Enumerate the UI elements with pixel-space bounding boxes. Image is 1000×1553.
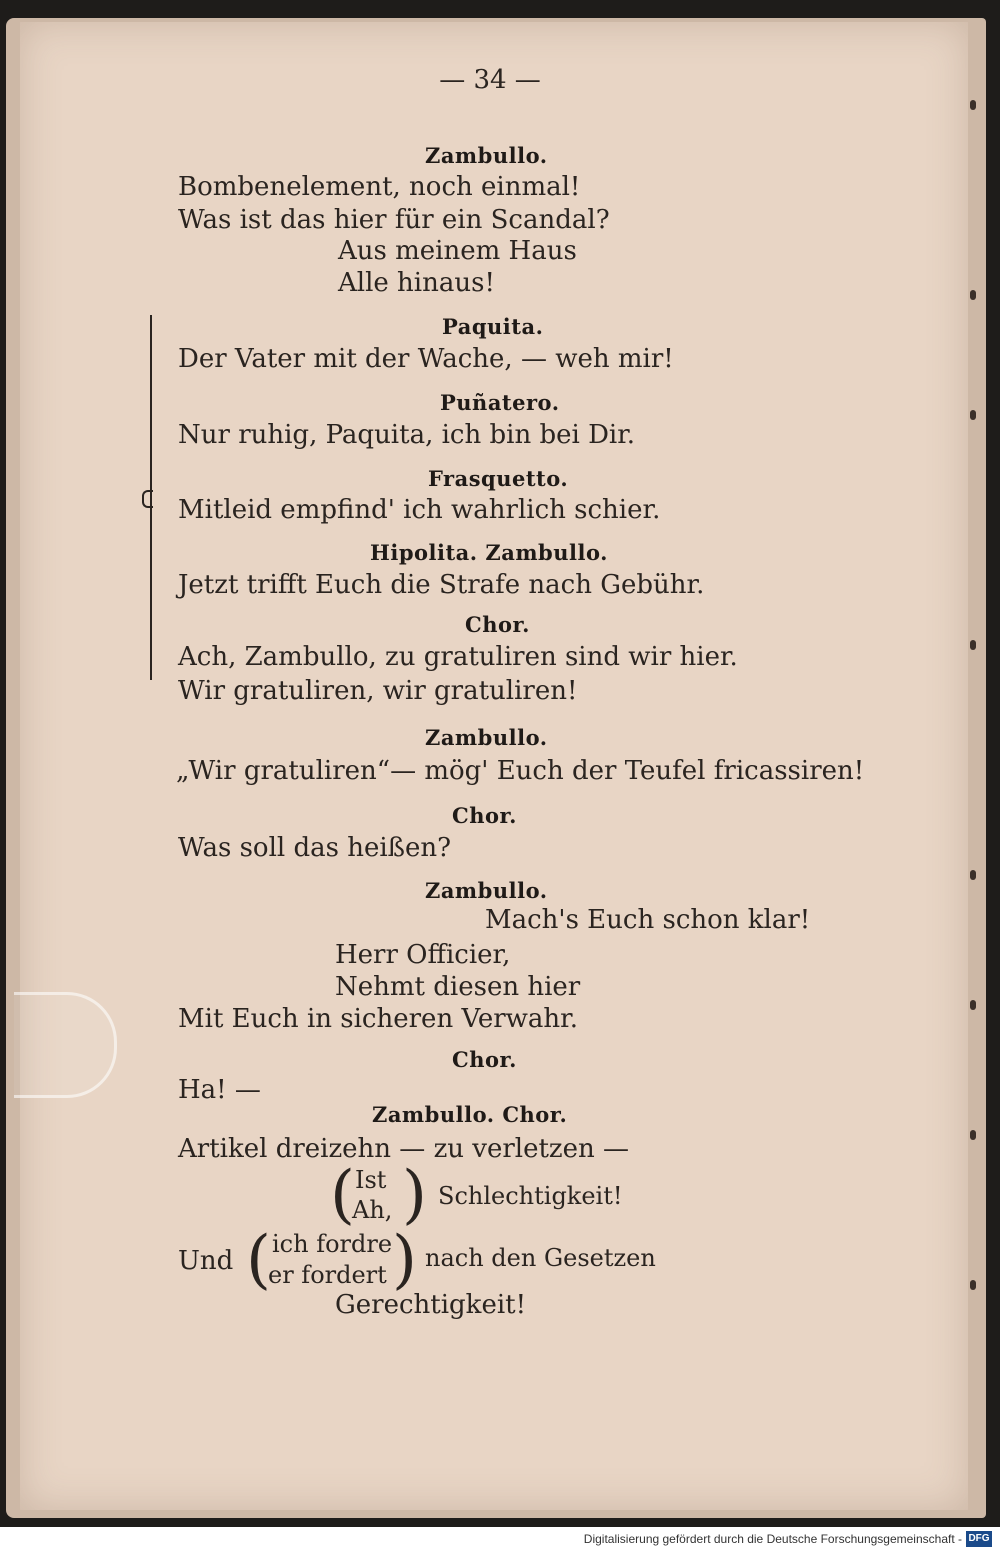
dfg-logo: DFG: [966, 1531, 992, 1547]
speaker-zambullo: Zambullo.: [425, 878, 548, 903]
page-number: — 34 —: [439, 65, 541, 95]
left-paren: (: [330, 1158, 355, 1232]
text-line: „Wir gratuliren“— mög' Euch der Teufel fricassiren!: [176, 756, 865, 786]
text-line: Mit Euch in sicheren Verwahr.: [178, 1004, 578, 1034]
speaker-paquita: Paquita.: [442, 314, 544, 339]
footer-credit: Digitalisierung gefördert durch die Deutsche Forschungsgemeinschaft -: [583, 1532, 962, 1546]
text-line: Gerechtigkeit!: [335, 1290, 527, 1320]
text-line: Schlechtigkeit!: [438, 1182, 623, 1210]
speaker-chor: Chor.: [452, 1047, 517, 1072]
text-line: Ach, Zambullo, zu gratuliren sind wir hier.: [178, 642, 738, 672]
text-line: Artikel dreizehn — zu verletzen —: [178, 1134, 630, 1164]
left-paren: (: [246, 1223, 271, 1297]
speaker-chor: Chor.: [465, 612, 530, 637]
binding-specks: [968, 80, 978, 1380]
ensemble-brace: [150, 315, 166, 680]
footer-bar: [0, 1527, 1000, 1553]
speaker-frasquetto: Frasquetto.: [428, 466, 569, 491]
text-line: Alle hinaus!: [338, 268, 495, 298]
speaker-zambullo: Zambullo.: [425, 725, 548, 750]
speaker-zambullo: Zambullo.: [425, 143, 548, 168]
speaker-hipolita-zambullo: Hipolita. Zambullo.: [370, 540, 608, 565]
alt-text: ich fordre: [272, 1230, 393, 1258]
right-paren: ): [392, 1223, 417, 1297]
text-line: Nehmt diesen hier: [335, 972, 581, 1002]
text-line: Der Vater mit der Wache, — weh mir!: [178, 344, 674, 374]
speaker-chor: Chor.: [452, 803, 517, 828]
alt-text: er fordert: [268, 1261, 387, 1289]
text-line: Jetzt trifft Euch die Strafe nach Gebühr.: [178, 570, 705, 600]
text-line: Was ist das hier für ein Scandal?: [178, 205, 610, 235]
speaker-punatero: Puñatero.: [440, 390, 560, 415]
paper-clip: [14, 992, 117, 1098]
text-line: Aus meinem Haus: [338, 236, 577, 266]
text-line: Mach's Euch schon klar!: [485, 905, 811, 935]
text-line: Und: [178, 1246, 234, 1276]
speaker-zambullo-chor: Zambullo. Chor.: [372, 1102, 568, 1127]
text-line: Herr Officier,: [335, 940, 511, 970]
text-line: Mitleid empfind' ich wahrlich schier.: [178, 495, 661, 525]
alt-text: Ah,: [352, 1196, 393, 1224]
text-line: Ha! —: [178, 1075, 261, 1105]
right-paren: ): [402, 1158, 427, 1232]
text-line: nach den Gesetzen: [425, 1244, 656, 1272]
text-line: Wir gratuliren, wir gratuliren!: [178, 676, 578, 706]
text-line: Nur ruhig, Paquita, ich bin bei Dir.: [178, 420, 636, 450]
text-line: Bombenelement, noch einmal!: [178, 172, 581, 202]
text-line: Was soll das heißen?: [178, 833, 452, 863]
alt-text: Ist: [355, 1166, 387, 1194]
